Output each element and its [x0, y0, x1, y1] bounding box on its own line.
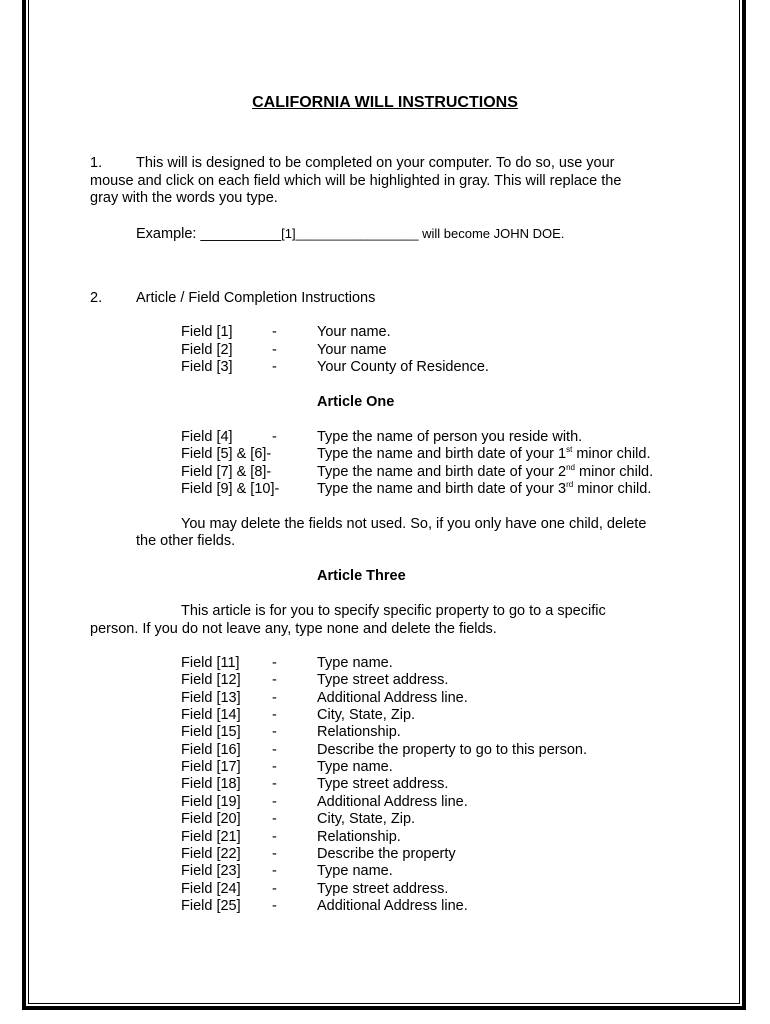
- field-description: Type street address.: [317, 672, 449, 688]
- example-label: Example: __________: [136, 226, 282, 242]
- field-label: Field [2]: [181, 342, 233, 358]
- field-description: Your name: [317, 342, 387, 358]
- field-label: Field [3]: [181, 359, 233, 375]
- section-1-number: 1.: [90, 155, 103, 171]
- field-description: Relationship.: [317, 724, 401, 740]
- field-dash: -: [272, 359, 277, 375]
- field-label: Field [23]: [181, 863, 241, 879]
- field-dash: -: [272, 690, 277, 706]
- article-one-note-line-1: You may delete the fields not used. So, if you only have one child, delete: [181, 516, 647, 532]
- article-one-heading: Article One: [317, 394, 395, 410]
- field-label: Field [5] & [6]-: [181, 446, 272, 462]
- field-description: Type the name and birth date of your 2nd minor child.: [317, 463, 654, 480]
- field-description: Type the name of person you reside with.: [317, 429, 583, 445]
- field-description: Additional Address line.: [317, 690, 468, 706]
- field-description: Describe the property: [317, 846, 456, 862]
- field-dash: -: [272, 707, 277, 723]
- field-label: Field [20]: [181, 811, 241, 827]
- field-dash: -: [272, 776, 277, 792]
- section-1-line-2: mouse and click on each field which will be highlighted in gray. This will replace the: [90, 173, 622, 189]
- field-label: Field [11]: [181, 655, 240, 671]
- field-description: Describe the property to go to this person.: [317, 742, 588, 758]
- field-dash: -: [272, 742, 277, 758]
- example-result: _________________ will become JOHN DOE.: [295, 226, 565, 241]
- field-label: Field [18]: [181, 776, 241, 792]
- field-description: City, State, Zip.: [317, 707, 416, 723]
- article-one-note-line-2: the other fields.: [136, 533, 236, 549]
- field-dash: -: [272, 759, 277, 775]
- example-line: [136, 225, 564, 243]
- field-label: Field [15]: [181, 724, 241, 740]
- field-dash: -: [272, 324, 277, 340]
- field-dash: -: [272, 881, 277, 897]
- field-description: Type street address.: [317, 881, 449, 897]
- field-label: Field [4]: [181, 429, 233, 445]
- field-dash: -: [272, 829, 277, 845]
- field-dash: -: [272, 863, 277, 879]
- field-description: Your name.: [317, 324, 391, 340]
- field-dash: -: [272, 672, 277, 688]
- field-description: Relationship.: [317, 829, 401, 845]
- field-description: Additional Address line.: [317, 898, 468, 914]
- section-1-line-1: This will is designed to be completed on your computer. To do so, use your: [136, 155, 615, 171]
- article-three-intro-line-1: This article is for you to specify specific property to go to a specific: [181, 603, 606, 619]
- field-dash: -: [272, 342, 277, 358]
- field-label: Field [25]: [181, 898, 241, 914]
- field-label: Field [21]: [181, 829, 241, 845]
- field-description: Type street address.: [317, 776, 449, 792]
- field-label: Field [7] & [8]-: [181, 464, 272, 480]
- field-description: City, State, Zip.: [317, 811, 416, 827]
- field-dash: -: [272, 429, 277, 445]
- article-three-intro-line-2: person. If you do not leave any, type none and delete the fields.: [90, 621, 497, 637]
- field-label: Field [9] & [10]-: [181, 481, 280, 497]
- field-dash: -: [272, 794, 277, 810]
- article-three-heading: Article Three: [317, 568, 406, 584]
- document-title: CALIFORNIA WILL INSTRUCTIONS: [252, 94, 518, 111]
- field-description: Your County of Residence.: [317, 359, 489, 375]
- field-description: Additional Address line.: [317, 794, 468, 810]
- field-description: Type name.: [317, 759, 393, 775]
- section-2-heading: Article / Field Completion Instructions: [136, 290, 376, 306]
- field-label: Field [22]: [181, 846, 241, 862]
- field-label: Field [12]: [181, 672, 241, 688]
- field-dash: -: [272, 898, 277, 914]
- example-field-placeholder[interactable]: [1]: [281, 226, 296, 241]
- field-label: Field [24]: [181, 881, 241, 897]
- field-description: Type name.: [317, 863, 393, 879]
- field-dash: -: [272, 811, 277, 827]
- field-label: Field [17]: [181, 759, 241, 775]
- section-2-number: 2.: [90, 290, 103, 306]
- field-dash: -: [272, 655, 277, 671]
- field-description: Type the name and birth date of your 3rd minor child.: [317, 480, 652, 497]
- field-label: Field [14]: [181, 707, 241, 723]
- field-label: Field [1]: [181, 324, 233, 340]
- field-label: Field [19]: [181, 794, 241, 810]
- field-dash: -: [272, 846, 277, 862]
- field-description: Type name.: [317, 655, 393, 671]
- section-1-line-3: gray with the words you type.: [90, 190, 278, 206]
- field-label: Field [16]: [181, 742, 241, 758]
- field-description: Type the name and birth date of your 1st minor child.: [317, 445, 651, 462]
- field-dash: -: [272, 724, 277, 740]
- field-label: Field [13]: [181, 690, 241, 706]
